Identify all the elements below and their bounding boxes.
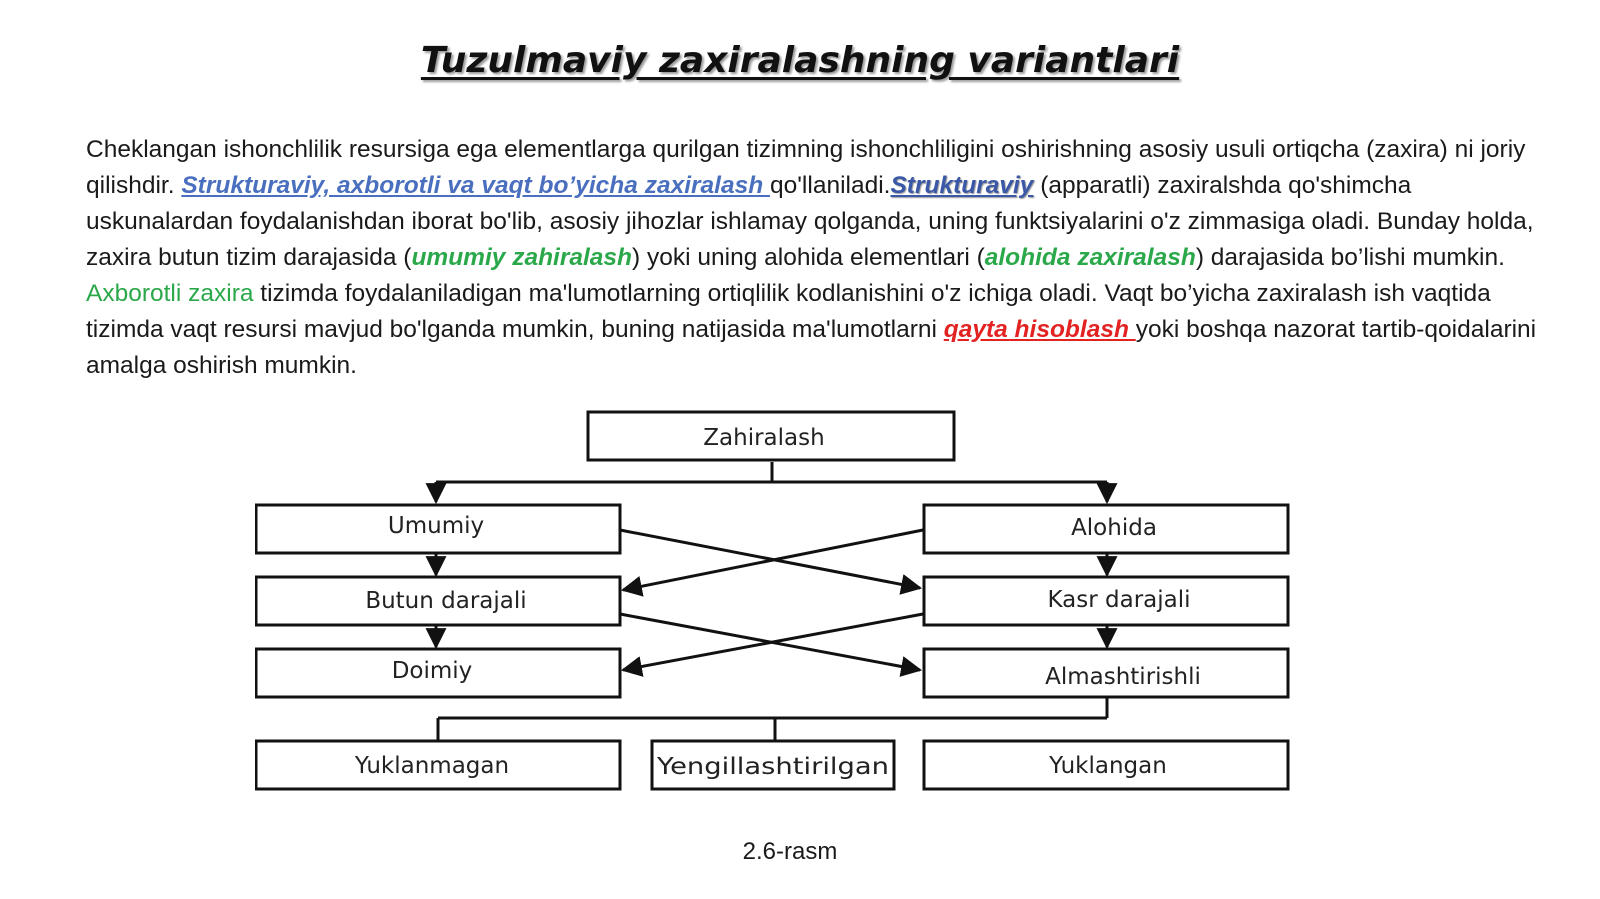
paragraph-text: ) darajasida bo’lishi mumkin. <box>1195 244 1505 271</box>
recalculation-link[interactable]: qayta hisoblash <box>943 316 1136 343</box>
page-title: Tuzulmaviy zaxiralashning variantlari <box>420 40 1180 81</box>
left-node-whole-level-label: Butun darajali <box>365 588 527 614</box>
paragraph-text: qo'llaniladi. <box>770 172 891 199</box>
figure-caption: 2.6-rasm <box>742 838 838 865</box>
right-node-fractional-level-label: Kasr darajali <box>1047 587 1191 613</box>
paragraph-text: ) yoki uning alohida elementlari ( <box>632 244 985 271</box>
paragraph-text: Cheklangan ishonchlilik resursiga ega elementlarga qurilgan tizimning ishonchliligini oshirishning asosiy usuli ortiqcha (zaxira) ni joriy qilishdir. <box>86 136 1526 199</box>
left-node-permanent-label: Doimiy <box>391 658 473 684</box>
reservation-diagram <box>255 410 1325 800</box>
left-node-general-label: Umumiy <box>387 513 485 539</box>
bottom-node-lightened-label: Yengillashtirilgan <box>655 754 889 780</box>
bottom-node-unloaded-label: Yuklanmagan <box>354 753 510 779</box>
bottom-node-loaded-label: Yuklangan <box>1049 753 1167 779</box>
root-node-label: Zahiralash <box>703 425 825 451</box>
paragraph-text: yoki boshqa nazorat tartib-qoidalarini amalga oshirish mumkin. <box>86 316 1537 379</box>
right-node-separate-label: Alohida <box>1071 515 1157 541</box>
body-paragraph <box>86 132 1546 384</box>
general-reservation-term: umumiy zahiralash <box>411 244 633 271</box>
paragraph-text: (apparatli) zaxiralshda qo'shimcha uskunalardan foydalanishdan iborat bo'lib, asosiy jihozlar ishlamay qolganda, uning funktsiyalarini o'z zimmasiga oladi. Bunday holda, zaxira butun tizim darajasida ( <box>86 172 1534 271</box>
informational-reserve-term: Axborotli zaxira <box>86 280 254 307</box>
structural-link[interactable]: Strukturaviy <box>890 172 1034 199</box>
paragraph-text: tizimda foydalaniladigan ma'lumotlarning ortiqlilik kodlanishini o'z ichiga oladi. Vaqt bo’yicha zaxiralash ish vaqtida tizimda vaqt resursi mavjud bo'lganda mumkin, buning natijasida ma'lumotlarni <box>86 280 1491 343</box>
separate-reservation-term: alohida zaxiralash <box>984 244 1196 271</box>
structural-informational-time-reservation-link[interactable]: Strukturaviy, axborotli va vaqt bo’yicha zaxiralash <box>181 172 770 199</box>
right-node-substitution-label: Almashtirishli <box>1045 664 1201 690</box>
